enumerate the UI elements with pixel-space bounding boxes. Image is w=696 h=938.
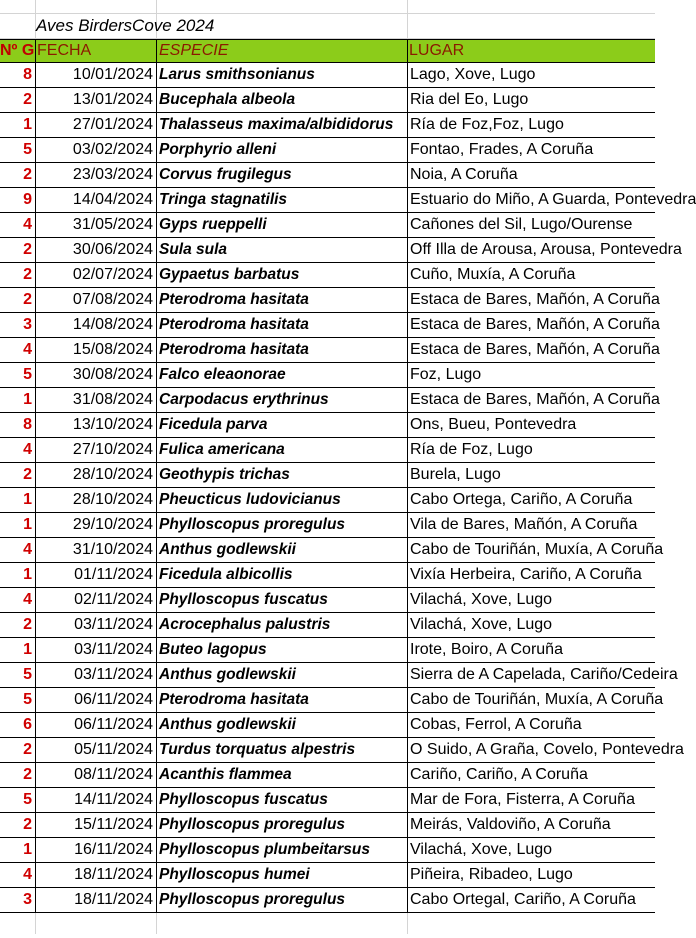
- place-cell[interactable]: Cabo Ortega, Cariño, A Coruña: [410, 491, 633, 508]
- count-cell[interactable]: 2: [23, 816, 32, 833]
- place-cell[interactable]: Irote, Boiro, A Coruña: [410, 641, 563, 658]
- date-cell[interactable]: 06/11/2024: [74, 691, 153, 708]
- place-cell[interactable]: Estaca de Bares, Mañón, A Coruña: [410, 391, 660, 408]
- species-cell[interactable]: Falco eleaonorae: [159, 366, 286, 383]
- column-separator: [407, 263, 408, 287]
- column-separator: [407, 63, 408, 87]
- place-cell[interactable]: Noia, A Coruña: [410, 166, 518, 183]
- column-separator: [407, 288, 408, 312]
- column-separator: [156, 788, 157, 812]
- place-cell[interactable]: Mar de Fora, Fisterra, A Coruña: [410, 791, 635, 808]
- table-row: [0, 238, 682, 263]
- table-row: [0, 63, 655, 88]
- column-separator: [156, 40, 157, 62]
- table-row: [0, 288, 660, 313]
- column-separator: [156, 388, 157, 412]
- date-cell[interactable]: 29/10/2024: [72, 516, 153, 533]
- date-cell[interactable]: 01/11/2024: [74, 566, 153, 583]
- table-row: [0, 838, 655, 863]
- count-cell[interactable]: 5: [23, 691, 32, 708]
- column-separator: [35, 40, 36, 62]
- column-separator: [407, 888, 408, 912]
- column-separator: [156, 363, 157, 387]
- place-cell[interactable]: Estuario do Miño, A Guarda, Pontevedra: [410, 191, 696, 208]
- column-separator: [156, 263, 157, 287]
- date-cell[interactable]: 10/01/2024: [72, 66, 153, 83]
- place-cell[interactable]: O Suido, A Graña, Covelo, Pontevedra: [410, 741, 684, 758]
- table-row: [0, 888, 655, 913]
- column-separator: [156, 663, 157, 687]
- date-cell[interactable]: 30/08/2024: [72, 366, 153, 383]
- count-cell[interactable]: 5: [23, 366, 32, 383]
- column-separator: [156, 588, 157, 612]
- count-cell[interactable]: 4: [23, 591, 32, 608]
- count-cell[interactable]: 1: [23, 516, 32, 533]
- count-cell[interactable]: 2: [23, 166, 32, 183]
- column-separator: [156, 288, 157, 312]
- date-cell[interactable]: 03/11/2024: [74, 616, 153, 633]
- column-separator: [156, 688, 157, 712]
- place-cell[interactable]: Cabo de Touriñán, Muxía, A Coruña: [410, 541, 664, 558]
- table-row: [0, 438, 655, 463]
- place-cell[interactable]: Lago, Xove, Lugo: [410, 66, 536, 83]
- date-cell[interactable]: 08/11/2024: [74, 766, 153, 783]
- column-separator: [407, 463, 408, 487]
- place-cell[interactable]: Cabo de Touriñán, Muxía, A Coruña: [410, 691, 664, 708]
- column-separator: [407, 813, 408, 837]
- column-separator: [156, 738, 157, 762]
- table-row: [0, 863, 655, 888]
- column-separator: [407, 213, 408, 237]
- header-especie[interactable]: ESPECIE: [159, 42, 229, 59]
- species-cell[interactable]: Phylloscopus humei: [159, 866, 310, 883]
- table-row: [0, 688, 664, 713]
- place-cell[interactable]: Vilachá, Xove, Lugo: [410, 841, 553, 858]
- column-separator: [407, 538, 408, 562]
- empty-row[interactable]: [0, 913, 655, 938]
- column-separator: [407, 338, 408, 362]
- column-separator: [407, 763, 408, 787]
- date-cell[interactable]: 23/03/2024: [72, 166, 153, 183]
- count-cell[interactable]: 1: [23, 566, 32, 583]
- species-cell[interactable]: Bucephala albeola: [159, 91, 296, 108]
- table-row: [0, 613, 655, 638]
- column-separator: [407, 663, 408, 687]
- column-separator: [156, 238, 157, 262]
- table-row: [0, 713, 655, 738]
- species-cell[interactable]: Turdus torquatus alpestris: [159, 741, 356, 758]
- table-row: [0, 138, 655, 163]
- column-separator: [407, 438, 408, 462]
- species-cell[interactable]: Corvus frugilegus: [159, 166, 292, 183]
- column-separator: [156, 313, 157, 337]
- column-separator: [156, 838, 157, 862]
- date-cell[interactable]: 14/08/2024: [72, 316, 153, 333]
- column-separator: [407, 488, 408, 512]
- count-cell[interactable]: 1: [23, 116, 32, 133]
- table-row: [0, 388, 660, 413]
- count-cell[interactable]: 1: [23, 841, 32, 858]
- column-separator: [156, 438, 157, 462]
- count-cell[interactable]: 5: [23, 791, 32, 808]
- column-separator: [407, 313, 408, 337]
- sheet-title[interactable]: Aves BirdersCove 2024: [36, 16, 215, 35]
- count-cell[interactable]: 1: [23, 641, 32, 658]
- count-cell[interactable]: 3: [23, 316, 32, 333]
- species-cell[interactable]: Anthus godlewskii: [159, 541, 296, 558]
- count-cell[interactable]: 5: [23, 666, 32, 683]
- column-separator: [156, 638, 157, 662]
- column-separator: [156, 188, 157, 212]
- place-cell[interactable]: Burela, Lugo: [410, 466, 501, 483]
- column-separator: [156, 413, 157, 437]
- column-separator: [407, 163, 408, 187]
- count-cell[interactable]: 2: [23, 466, 32, 483]
- species-cell[interactable]: Phylloscopus fuscatus: [159, 791, 328, 808]
- column-separator: [156, 338, 157, 362]
- table-row: [0, 213, 655, 238]
- species-cell[interactable]: Acrocephalus palustris: [159, 616, 331, 633]
- species-cell[interactable]: Tringa stagnatilis: [159, 191, 288, 208]
- place-cell[interactable]: Vila de Bares, Mañón, A Coruña: [410, 516, 638, 533]
- column-separator: [156, 713, 157, 737]
- column-separator: [156, 613, 157, 637]
- date-cell[interactable]: 06/11/2024: [74, 716, 153, 733]
- table-row: [0, 538, 664, 563]
- count-cell[interactable]: 6: [23, 716, 32, 733]
- date-cell[interactable]: 31/05/2024: [72, 216, 153, 233]
- place-cell[interactable]: Cariño, Cariño, A Coruña: [410, 766, 588, 783]
- column-separator: [407, 363, 408, 387]
- count-cell[interactable]: 2: [23, 766, 32, 783]
- date-cell[interactable]: 31/10/2024: [72, 541, 153, 558]
- place-cell[interactable]: Vixía Herbeira, Cariño, A Coruña: [410, 566, 642, 583]
- column-separator: [407, 588, 408, 612]
- species-cell[interactable]: Pterodroma hasitata: [159, 341, 309, 358]
- table-row: [0, 313, 660, 338]
- column-separator: [407, 613, 408, 637]
- species-cell[interactable]: Phylloscopus proregulus: [159, 816, 346, 833]
- species-cell[interactable]: Gypaetus barbatus: [159, 266, 300, 283]
- table-row: [0, 738, 684, 763]
- column-separator: [407, 738, 408, 762]
- species-cell[interactable]: Larus smithsonianus: [159, 66, 315, 83]
- count-cell[interactable]: 1: [23, 391, 32, 408]
- column-separator: [407, 40, 408, 62]
- species-cell[interactable]: Acanthis flammea: [159, 766, 292, 783]
- species-cell[interactable]: Pterodroma hasitata: [159, 691, 309, 708]
- column-separator: [407, 638, 408, 662]
- table-row: [0, 338, 660, 363]
- date-cell[interactable]: 28/10/2024: [72, 491, 153, 508]
- table-row: [0, 113, 655, 138]
- date-cell[interactable]: 02/11/2024: [74, 591, 153, 608]
- column-separator: [156, 63, 157, 87]
- species-cell[interactable]: Thalasseus maxima/albididorus: [159, 116, 394, 133]
- column-separator: [156, 138, 157, 162]
- count-cell[interactable]: 2: [23, 266, 32, 283]
- date-cell[interactable]: 16/11/2024: [74, 841, 153, 858]
- column-separator: [407, 863, 408, 887]
- count-cell[interactable]: 4: [23, 441, 32, 458]
- count-cell[interactable]: 2: [23, 616, 32, 633]
- table-row: [0, 588, 655, 613]
- place-cell[interactable]: Vilachá, Xove, Lugo: [410, 616, 553, 633]
- species-cell[interactable]: Geothypis trichas: [159, 466, 290, 483]
- column-separator: [407, 88, 408, 112]
- date-cell[interactable]: 14/04/2024: [72, 191, 153, 208]
- date-cell[interactable]: 27/01/2024: [72, 116, 153, 133]
- species-cell[interactable]: Fulica americana: [159, 441, 285, 458]
- column-separator: [156, 538, 157, 562]
- table-row: [0, 413, 655, 438]
- table-row: [0, 88, 655, 113]
- header-fecha[interactable]: FECHA: [37, 42, 92, 59]
- column-separator: [156, 813, 157, 837]
- count-cell[interactable]: 9: [23, 191, 32, 208]
- count-cell[interactable]: 4: [23, 541, 32, 558]
- species-cell[interactable]: Buteo lagopus: [159, 641, 267, 658]
- column-separator: [407, 188, 408, 212]
- date-cell[interactable]: 07/08/2024: [72, 291, 153, 308]
- count-cell[interactable]: 5: [23, 141, 32, 158]
- column-separator: [407, 513, 408, 537]
- table-row: [0, 563, 655, 588]
- place-cell[interactable]: Vilachá, Xove, Lugo: [410, 591, 553, 608]
- date-cell[interactable]: 15/08/2024: [72, 341, 153, 358]
- column-separator: [407, 113, 408, 137]
- header-ng[interactable]: Nº G: [0, 42, 35, 59]
- count-cell[interactable]: 2: [23, 91, 32, 108]
- species-cell[interactable]: Porphyrio alleni: [159, 141, 277, 158]
- table-row: [0, 513, 655, 538]
- species-cell[interactable]: Gyps rueppelli: [159, 216, 267, 233]
- column-separator: [407, 413, 408, 437]
- count-cell[interactable]: 2: [23, 741, 32, 758]
- date-cell[interactable]: 02/07/2024: [72, 266, 153, 283]
- header-lugar[interactable]: LUGAR: [409, 42, 465, 59]
- date-cell[interactable]: 15/11/2024: [74, 816, 153, 833]
- place-cell[interactable]: Cuño, Muxía, A Coruña: [410, 266, 576, 283]
- species-cell[interactable]: Phylloscopus proregulus: [159, 516, 346, 533]
- place-cell[interactable]: Piñeira, Ribadeo, Lugo: [410, 866, 573, 883]
- species-cell[interactable]: Pheucticus ludovicianus: [159, 491, 341, 508]
- table-row: [0, 188, 696, 213]
- species-cell[interactable]: Sula sula: [159, 241, 228, 258]
- column-separator: [156, 863, 157, 887]
- column-separator: [156, 113, 157, 137]
- species-cell[interactable]: Ficedula albicollis: [159, 566, 293, 583]
- table-row: [0, 763, 655, 788]
- place-cell[interactable]: Ría de Foz,Foz, Lugo: [410, 116, 564, 133]
- table-row: [0, 463, 655, 488]
- count-cell[interactable]: 2: [23, 291, 32, 308]
- count-cell[interactable]: 4: [23, 866, 32, 883]
- column-separator: [156, 463, 157, 487]
- column-separator: [407, 138, 408, 162]
- column-separator: [407, 388, 408, 412]
- place-cell[interactable]: Estaca de Bares, Mañón, A Coruña: [410, 341, 660, 358]
- species-cell[interactable]: Phylloscopus plumbeitarsus: [159, 841, 371, 858]
- column-separator: [156, 163, 157, 187]
- column-separator: [156, 888, 157, 912]
- count-cell[interactable]: 4: [23, 216, 32, 233]
- place-cell[interactable]: Sierra de A Capelada, Cariño/Cedeira: [410, 666, 678, 683]
- place-cell[interactable]: Fontao, Frades, A Coruña: [410, 141, 594, 158]
- column-separator: [156, 513, 157, 537]
- date-cell[interactable]: 03/02/2024: [72, 141, 153, 158]
- table-row: [0, 788, 655, 813]
- species-cell[interactable]: Pterodroma hasitata: [159, 316, 309, 333]
- date-cell[interactable]: 28/10/2024: [72, 466, 153, 483]
- column-separator: [156, 563, 157, 587]
- species-cell[interactable]: Phylloscopus proregulus: [159, 891, 346, 908]
- place-cell[interactable]: Off Illa de Arousa, Arousa, Pontevedra: [410, 241, 682, 258]
- date-cell[interactable]: 30/06/2024: [72, 241, 153, 258]
- place-cell[interactable]: Ria del Eo, Lugo: [410, 91, 529, 108]
- count-cell[interactable]: 8: [23, 416, 32, 433]
- date-cell[interactable]: 03/11/2024: [74, 641, 153, 658]
- date-cell[interactable]: 31/08/2024: [72, 391, 153, 408]
- date-cell[interactable]: 18/11/2024: [74, 891, 153, 908]
- date-cell[interactable]: 27/10/2024: [72, 441, 153, 458]
- column-separator: [156, 88, 157, 112]
- species-cell[interactable]: Anthus godlewskii: [159, 716, 296, 733]
- place-cell[interactable]: Foz, Lugo: [410, 366, 482, 383]
- column-separator: [156, 213, 157, 237]
- header-row: [0, 39, 655, 63]
- table-row: [0, 663, 678, 688]
- date-cell[interactable]: 13/10/2024: [72, 416, 153, 433]
- count-cell[interactable]: 2: [23, 241, 32, 258]
- place-cell[interactable]: Ons, Bueu, Pontevedra: [410, 416, 577, 433]
- count-cell[interactable]: 4: [23, 341, 32, 358]
- species-cell[interactable]: Pterodroma hasitata: [159, 291, 309, 308]
- column-separator: [407, 838, 408, 862]
- column-separator: [407, 238, 408, 262]
- place-cell[interactable]: Cañones del Sil, Lugo/Ourense: [410, 216, 633, 233]
- table-row: [0, 638, 655, 663]
- column-separator: [156, 763, 157, 787]
- count-cell[interactable]: 3: [23, 891, 32, 908]
- species-cell[interactable]: Anthus godlewskii: [159, 666, 296, 683]
- place-cell[interactable]: Cobas, Ferrol, A Coruña: [410, 716, 582, 733]
- place-cell[interactable]: Ría de Foz, Lugo: [410, 441, 533, 458]
- column-separator: [407, 688, 408, 712]
- place-cell[interactable]: Estaca de Bares, Mañón, A Coruña: [410, 291, 660, 308]
- column-separator: [156, 488, 157, 512]
- table-row: [0, 488, 655, 513]
- species-cell[interactable]: Ficedula parva: [159, 416, 268, 433]
- table-row: [0, 263, 655, 288]
- species-cell[interactable]: Carpodacus erythrinus: [159, 391, 329, 408]
- date-cell[interactable]: 18/11/2024: [74, 866, 153, 883]
- date-cell[interactable]: 13/01/2024: [72, 91, 153, 108]
- table-row: [0, 813, 655, 838]
- place-cell[interactable]: Meirás, Valdoviño, A Coruña: [410, 816, 611, 833]
- column-separator: [407, 713, 408, 737]
- column-separator: [407, 563, 408, 587]
- species-cell[interactable]: Phylloscopus fuscatus: [159, 591, 328, 608]
- table-row: [0, 163, 655, 188]
- date-cell[interactable]: 03/11/2024: [74, 666, 153, 683]
- count-cell[interactable]: 1: [23, 491, 32, 508]
- place-cell[interactable]: Estaca de Bares, Mañón, A Coruña: [410, 316, 660, 333]
- date-cell[interactable]: 05/11/2024: [74, 741, 153, 758]
- place-cell[interactable]: Cabo Ortegal, Cariño, A Coruña: [410, 891, 636, 908]
- column-separator: [407, 788, 408, 812]
- table-row: [0, 363, 655, 388]
- date-cell[interactable]: 14/11/2024: [74, 791, 153, 808]
- count-cell[interactable]: 8: [23, 66, 32, 83]
